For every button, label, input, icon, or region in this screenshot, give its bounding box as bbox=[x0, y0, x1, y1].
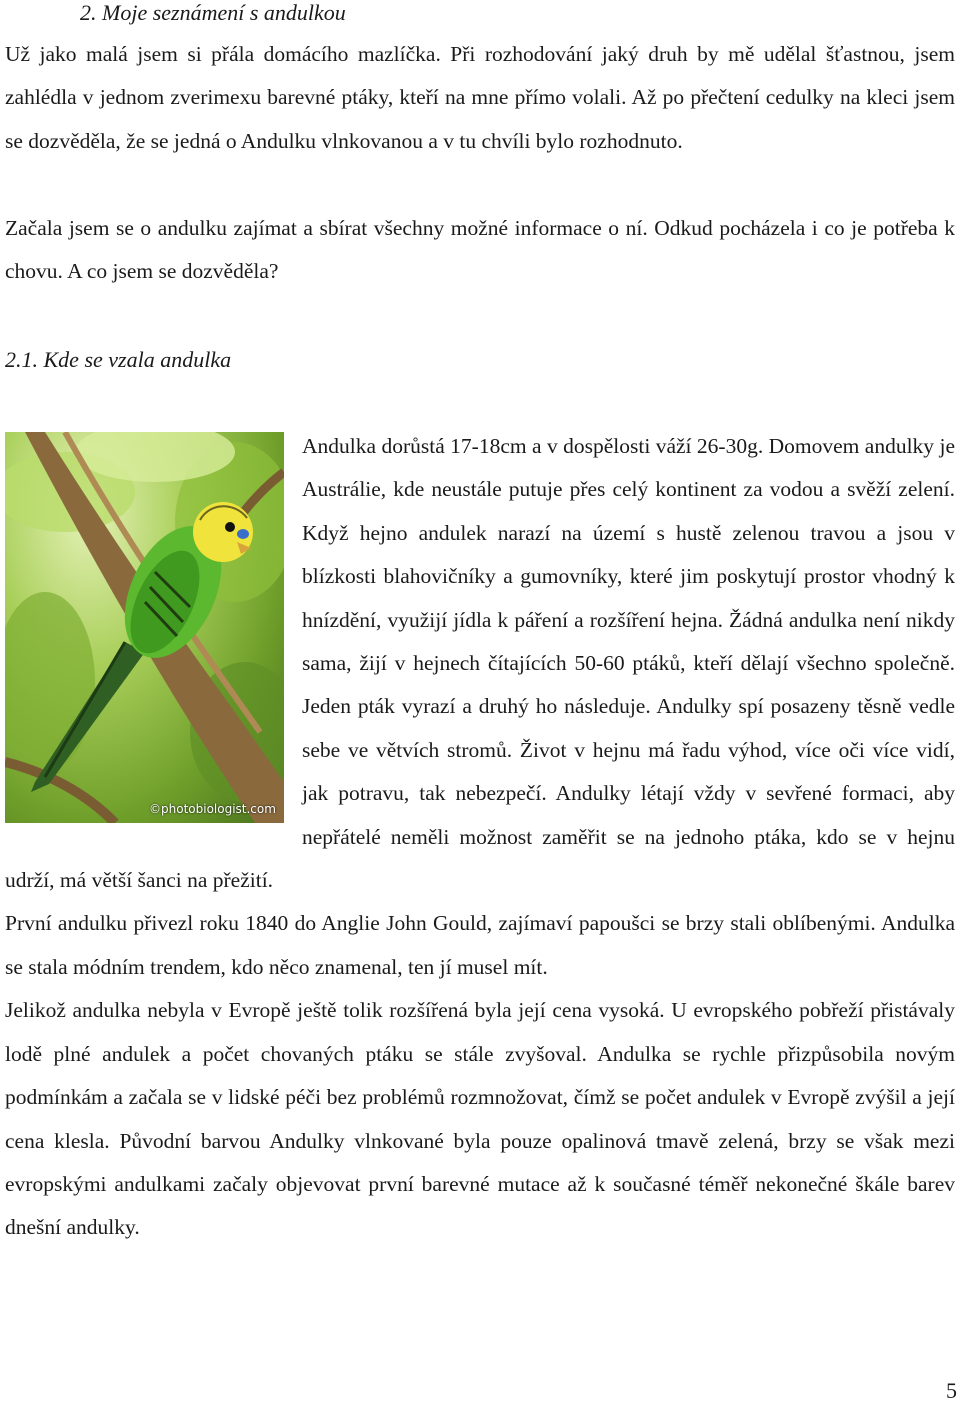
photo-watermark: ©photobiologist.com bbox=[149, 802, 276, 816]
intro-paragraph-2: Začala jsem se o andulku zajímat a sbírat všechny možné informace o ní. Odkud pocházela i co je potřeba k chovu. A co jsem se dozvěděla? bbox=[5, 216, 955, 284]
intro-paragraph-1: Už jako malá jsem si přála domácího mazlíčka. Při rozhodování jaký druh by mě udělal šťastnou, jsem zahlédla v jednom zverimexu barevné ptáky, kteří na mne přímo volali. Až po přečtení cedulky na kleci jsem se dozvěděla, že se jedná o Andulku vlnkovanou a v tu chvíli bylo rozhodnuto. bbox=[5, 42, 955, 153]
section-paragraph-2: První andulku přivezl roku 1840 do Anglie John Gould, zajímaví papoušci se brzy stali oblíbenými. Andulka se stala módním trendem, kdo něco znamenal, ten jí musel mít. bbox=[5, 911, 955, 979]
page-number: 5 bbox=[946, 1378, 957, 1403]
budgerigar-illustration bbox=[5, 432, 284, 823]
budgerigar-photo bbox=[5, 432, 284, 823]
section-paragraph-1: Andulka dorůstá 17-18cm a v dospělosti váží 26-30g. Domovem andulky je Austrálie, kde neustále putuje přes celý kontinent za vodou a svěží zelení. Když hejno andulek narazí na území s hustě zelenou travou a jsou v blízkosti blahovičníky a gumovníky, které jim poskytují prostor vhodný k hnízdění, využijí jídla k páření a rozšíření hejna. Žádná andulka není nikdy sama, žijí v hejnech čítajících 50-60 ptáků, kteří dělají všechno společně. Jeden pták vyrazí a druhý ho následuje. Andulky spí posazeny těsně vedle sebe ve větvích stromů. Život v hejnu má řadu výhod, více oči více vidí, jak potravu, tak nebezpečí. Andulky létají vždy v sevřené formaci, aby nepřátelé neměli možnost zaměřit se na jednoho ptáka, kdo se v hejnu udrží, má větší šanci na přežití. bbox=[5, 434, 955, 893]
section-paragraph-3: Jelikož andulka nebyla v Evropě ještě tolik rozšířená byla její cena vysoká. U evropského pobřeží přistávaly lodě plné andulek a počet chovaných ptáku se stále zvyšoval. Andulka se rychle přizpůsobila novým podmínkám a začala se v lidské péči bez problémů rozmnožovat, čímž se počet andulek v Evropě zvýšil a její cena klesla. Původní barvou Andulky vlnkované byla pouze opalinová tmavě zelená, brzy se však mezi evropskými andulkami začaly objevovat první barevné mutace až k současné téměř nekonečné škále barev dnešní andulky. bbox=[5, 998, 955, 1240]
section-heading: 2.1. Kde se vzala andulka bbox=[5, 347, 232, 372]
section-body bbox=[5, 425, 955, 1250]
chapter-heading: 2. Moje seznámení s andulkou bbox=[80, 0, 346, 25]
